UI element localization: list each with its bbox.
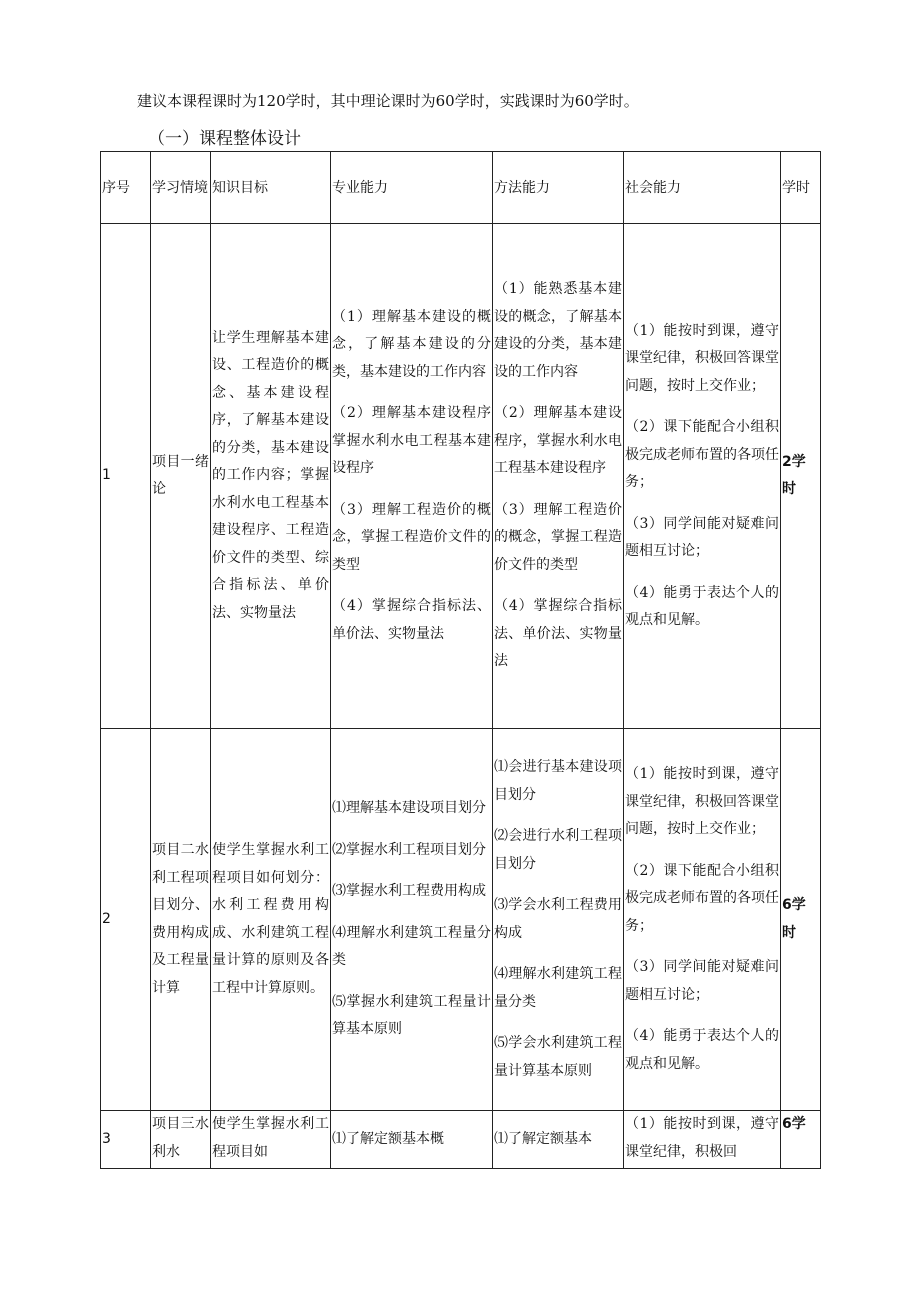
list-item: ⑴了解定额基本 [494, 1130, 592, 1147]
row-situation: 项目一绪论 [151, 224, 211, 729]
row-seq: 1 [101, 224, 151, 729]
table-row [101, 729, 821, 1111]
row-social [624, 1111, 781, 1169]
row-professional [331, 224, 493, 729]
section-heading: （一）课程整体设计 [148, 129, 301, 149]
header-hours: 学时 [781, 152, 821, 224]
row-seq: 3 [101, 1111, 151, 1169]
list-item: （4）掌握综合指标法、单价法、实物量法 [332, 598, 491, 642]
list-item: ⑸掌握水利建筑工程量计算基本原则 [332, 993, 491, 1038]
row-situation: 项目三水利水 [151, 1111, 211, 1169]
list-item: （3）理解工程造价的概念，掌握工程造价文件的类型 [332, 501, 491, 573]
list-item: （4）掌握综合指标法、单价法、实物量法 [494, 598, 622, 670]
list-item: （2）课下能配合小组积极完成老师布置的各项任务； [625, 862, 779, 934]
list-item: （2）理解基本建设程序掌握水利水电工程基本建设程序 [332, 405, 491, 477]
list-item: （2）课下能配合小组积极完成老师布置的各项任务； [625, 419, 779, 490]
table-row [101, 1111, 821, 1169]
list-item: ⑵会进行水利工程项目划分 [494, 828, 622, 872]
row-knowledge: 使学生掌握水利工程项目如 [211, 1111, 331, 1169]
list-item: ⑴理解基本建设项目划分 [332, 800, 486, 817]
list-item: （3）同学间能对疑难问题相互讨论； [625, 959, 779, 1003]
list-item: （1）能按时到课，遵守课堂纪律，积极回 [625, 1116, 779, 1160]
row-professional [331, 729, 493, 1111]
course-design-table [100, 151, 821, 1169]
list-item: ⑷理解水利建筑工程量分类 [494, 966, 622, 1010]
header-professional: 专业能力 [331, 152, 493, 224]
row-method [493, 224, 624, 729]
header-seq: 序号 [101, 152, 151, 224]
row-method [493, 729, 624, 1111]
row-social [624, 729, 781, 1111]
list-item: （2）理解基本建设程序，掌握水利水电工程基本建设程序 [494, 405, 622, 477]
list-item: ⑴会进行基本建设项目划分 [494, 759, 622, 803]
header-method: 方法能力 [493, 152, 624, 224]
row-hours: 6学时 [781, 729, 821, 1111]
row-hours: 6学 [781, 1111, 821, 1169]
header-situation: 学习情境 [151, 152, 211, 224]
intro-paragraph: 建议本课程课时为120学时，其中理论课时为60学时，实践课时为60学时。 [137, 92, 639, 110]
list-item: ⑶掌握水利工程费用构成 [332, 883, 486, 900]
row-knowledge: 使学生掌握水利工程项目如何划分：水利工程费用构成、水利建筑工程量计算的原则及各工程中计算原则。 [211, 729, 331, 1111]
header-social: 社会能力 [624, 152, 781, 224]
list-item: （4）能勇于表达个人的观点和见解。 [625, 584, 779, 628]
row-situation: 项目二水利工程项目划分、费用构成及工程量计算 [151, 729, 211, 1111]
list-item: （1）能熟悉基本建设的概念，了解基本建设的分类，基本建设的工作内容 [494, 281, 622, 380]
row-hours: 2学时 [781, 224, 821, 729]
row-knowledge: 让学生理解基本建设、工程造价的概念、基本建设程序，了解基本建设的分类，基本建设的工作内容；掌握水利水电工程基本建设程序、工程造价文件的类型、综合指标法、单价法、实物量法 [211, 224, 331, 729]
table-header-row [101, 152, 821, 224]
row-method [493, 1111, 624, 1169]
list-item: （4）能勇于表达个人的观点和见解。 [625, 1028, 779, 1072]
list-item: ⑶学会水利工程费用构成 [494, 897, 622, 941]
list-item: ⑷理解水利建筑工程量分类 [332, 924, 491, 969]
row-seq: 2 [101, 729, 151, 1111]
list-item: （1）理解基本建设的概念，了解基本建设的分类，基本建设的工作内容 [332, 308, 491, 380]
header-knowledge: 知识目标 [211, 152, 331, 224]
list-item: （1）能按时到课，遵守课堂纪律，积极回答课堂问题，按时上交作业； [625, 766, 779, 837]
table-row [101, 224, 821, 729]
list-item: ⑸学会水利建筑工程量计算基本原则 [494, 1035, 622, 1079]
list-item: （3）理解工程造价的概念，掌握工程造价文件的类型 [494, 501, 622, 573]
row-professional [331, 1111, 493, 1169]
list-item: ⑴了解定额基本概 [332, 1130, 444, 1147]
row-social [624, 224, 781, 729]
list-item: （3）同学间能对疑难问题相互讨论； [625, 515, 779, 559]
list-item: （1）能按时到课，遵守课堂纪律，积极回答课堂问题，按时上交作业； [625, 322, 779, 394]
list-item: ⑵掌握水利工程项目划分 [332, 841, 486, 858]
